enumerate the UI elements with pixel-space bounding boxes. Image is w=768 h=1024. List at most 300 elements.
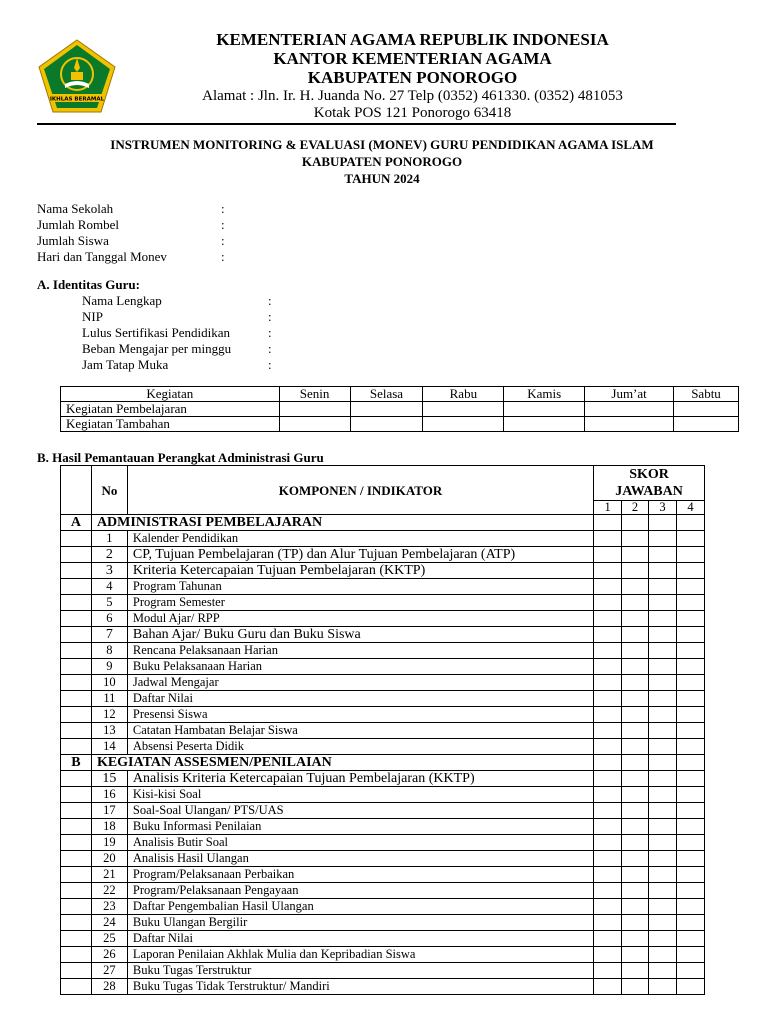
item-number: 19 [91,835,127,851]
item-indicator: Catatan Hambatan Belajar Siswa [127,723,593,739]
schedule-cell[interactable] [350,417,423,432]
item-indicator: Analisis Kriteria Ketercapaian Tujuan Pembelajaran (KKTP) [127,771,593,787]
row-code-cell [61,835,92,851]
item-number: 27 [91,963,127,979]
group-code: B [61,755,92,771]
score-cell[interactable] [676,915,704,931]
item-indicator: Buku Pelaksanaan Harian [127,659,593,675]
table-row [61,579,705,595]
group-code: A [61,515,92,531]
row-code-cell [61,627,92,643]
score-cell[interactable] [649,579,677,595]
item-indicator: Soal-Soal Ulangan/ PTS/UAS [127,803,593,819]
row-code-cell [61,547,92,563]
letterhead [125,30,700,122]
score-cell[interactable] [622,707,649,723]
score-cell[interactable] [622,979,649,995]
score-cell[interactable] [649,627,677,643]
score-cell[interactable] [622,803,649,819]
row-code-cell [61,963,92,979]
item-indicator: Rencana Pelaksanaan Harian [127,643,593,659]
score-cell[interactable] [622,643,649,659]
group-score-cell [622,755,649,771]
score-cell[interactable] [622,675,649,691]
item-number: 17 [91,803,127,819]
score-cell[interactable] [676,595,704,611]
score-cell[interactable] [649,947,677,963]
office-name: KANTOR KEMENTERIAN AGAMA [273,49,552,68]
item-number: 22 [91,883,127,899]
row-code-cell [61,931,92,947]
score-cell[interactable] [622,739,649,755]
row-code-cell [61,947,92,963]
schedule-row-label: Kegiatan Pembelajaran [61,402,280,417]
schedule-cell[interactable] [279,417,350,432]
identity-row: Beban Mengajar per minggu : [82,341,272,356]
table-row [61,883,705,899]
table-row [61,723,705,739]
item-indicator: Analisis Hasil Ulangan [127,851,593,867]
score-cell[interactable] [594,803,622,819]
item-number: 1 [91,531,127,547]
schedule-cell[interactable] [423,402,504,417]
item-number: 16 [91,787,127,803]
row-code-cell [61,659,92,675]
score-cell[interactable] [594,627,622,643]
item-indicator: Daftar Nilai [127,691,593,707]
score-cell[interactable] [676,835,704,851]
group-row [61,755,705,771]
header-rule [37,123,676,125]
group-row [61,515,705,531]
table-row [61,931,705,947]
item-number: 4 [91,579,127,595]
table-row [61,547,705,563]
schedule-cell[interactable] [423,417,504,432]
score-cell[interactable] [649,531,677,547]
item-indicator: Presensi Siswa [127,707,593,723]
score-cell[interactable] [594,659,622,675]
table-row [61,787,705,803]
item-indicator: Jadwal Mengajar [127,675,593,691]
table-row [61,563,705,579]
score-cell[interactable] [649,979,677,995]
score-cell[interactable] [676,659,704,675]
score-cell[interactable] [594,563,622,579]
score-cell[interactable] [622,563,649,579]
row-code-cell [61,819,92,835]
schedule-cell[interactable] [350,402,423,417]
score-cell[interactable] [622,659,649,675]
score-cell[interactable] [622,723,649,739]
score-cell[interactable] [676,979,704,995]
monitoring-table [60,465,705,995]
table-row [61,739,705,755]
score-cell[interactable] [622,947,649,963]
item-indicator: Program/Pelaksanaan Perbaikan [127,867,593,883]
score-cell[interactable] [622,595,649,611]
row-code-cell [61,883,92,899]
item-indicator: Buku Tugas Tidak Terstruktur/ Mandiri [127,979,593,995]
school-info [37,201,337,265]
table-row [61,643,705,659]
table-row [61,947,705,963]
score-cell[interactable] [594,771,622,787]
row-code-cell [61,579,92,595]
header-code-cell [61,466,92,515]
score-cell[interactable] [676,931,704,947]
score-cell[interactable] [649,915,677,931]
schedule-cell[interactable] [674,417,739,432]
school-info-row: Hari dan Tanggal Monev : [37,249,225,264]
item-number: 18 [91,819,127,835]
schedule-cell[interactable] [504,417,585,432]
score-cell[interactable] [676,883,704,899]
item-number: 5 [91,595,127,611]
score-cell[interactable] [594,691,622,707]
item-number: 25 [91,931,127,947]
score-cell[interactable] [594,723,622,739]
schedule-header-cell: Senin [279,387,350,402]
row-code-cell [61,979,92,995]
score-cell[interactable] [649,611,677,627]
item-indicator: CP, Tujuan Pembelajaran (TP) dan Alur Tujuan Pembelajaran (ATP) [127,547,593,563]
item-number: 6 [91,611,127,627]
score-cell[interactable] [594,611,622,627]
table-row [61,963,705,979]
item-number: 13 [91,723,127,739]
score-col-2: 2 [622,501,649,515]
table-row [61,691,705,707]
score-cell[interactable] [594,531,622,547]
score-cell[interactable] [676,691,704,707]
score-cell[interactable] [676,547,704,563]
score-cell[interactable] [676,803,704,819]
item-number: 24 [91,915,127,931]
score-cell[interactable] [649,643,677,659]
row-code-cell [61,595,92,611]
score-cell[interactable] [622,691,649,707]
header-no: No [91,466,127,515]
item-indicator: Program Semester [127,595,593,611]
score-cell[interactable] [622,851,649,867]
table-row [61,611,705,627]
school-info-row: Jumlah Rombel : [37,217,225,232]
score-cell[interactable] [676,771,704,787]
score-cell[interactable] [594,915,622,931]
score-cell[interactable] [676,675,704,691]
score-cell[interactable] [622,787,649,803]
score-cell[interactable] [594,643,622,659]
table-row [61,979,705,995]
score-cell[interactable] [676,707,704,723]
item-number: 3 [91,563,127,579]
score-cell[interactable] [676,963,704,979]
row-code-cell [61,531,92,547]
group-score-cell [622,515,649,531]
table-row [61,771,705,787]
schedule-header-cell: Jum’at [585,387,674,402]
score-cell[interactable] [594,547,622,563]
score-cell[interactable] [676,851,704,867]
score-cell[interactable] [649,739,677,755]
score-cell[interactable] [649,547,677,563]
score-cell[interactable] [676,819,704,835]
score-cell[interactable] [649,835,677,851]
row-code-cell [61,739,92,755]
table-row [61,595,705,611]
item-indicator: Modul Ajar/ RPP [127,611,593,627]
item-number: 28 [91,979,127,995]
score-cell[interactable] [649,771,677,787]
group-score-cell [676,755,704,771]
item-indicator: Analisis Butir Soal [127,835,593,851]
monitoring-table-body [61,515,705,995]
schedule-row-label: Kegiatan Tambahan [61,417,280,432]
score-cell[interactable] [622,867,649,883]
schedule-header-cell: Rabu [423,387,504,402]
item-number: 23 [91,899,127,915]
score-cell[interactable] [594,707,622,723]
school-info-row: Nama Sekolah : [37,201,225,216]
score-cell[interactable] [676,739,704,755]
schedule-cell[interactable] [674,402,739,417]
score-cell[interactable] [622,579,649,595]
group-score-cell [649,515,677,531]
score-cell[interactable] [676,947,704,963]
score-cell[interactable] [622,611,649,627]
item-number: 10 [91,675,127,691]
item-indicator: Daftar Pengembalian Hasil Ulangan [127,899,593,915]
score-cell[interactable] [622,899,649,915]
score-cell[interactable] [594,883,622,899]
item-number: 8 [91,643,127,659]
section-a-title: A. Identitas Guru: [37,277,140,292]
schedule-header-cell: Kegiatan [61,387,280,402]
score-cell[interactable] [594,787,622,803]
score-cell[interactable] [649,659,677,675]
score-cell[interactable] [649,963,677,979]
schedule-cell[interactable] [585,402,674,417]
item-indicator: Program/Pelaksanaan Pengayaan [127,883,593,899]
identity-row: Jam Tatap Muka : [82,357,272,372]
table-row [61,915,705,931]
table-row [61,627,705,643]
score-cell[interactable] [622,883,649,899]
score-cell[interactable] [649,723,677,739]
schedule-header-cell: Kamis [504,387,585,402]
row-code-cell [61,675,92,691]
item-number: 20 [91,851,127,867]
table-row [61,867,705,883]
kemenag-logo [37,38,117,114]
score-cell[interactable] [594,947,622,963]
item-number: 12 [91,707,127,723]
title-line-1: INSTRUMEN MONITORING & EVALUASI (MONEV) GURU PENDIDIKAN AGAMA ISLAM [110,137,654,152]
score-cell[interactable] [594,675,622,691]
score-cell[interactable] [622,531,649,547]
score-cell[interactable] [622,931,649,947]
item-indicator: Kalender Pendidikan [127,531,593,547]
item-indicator: Program Tahunan [127,579,593,595]
score-cell[interactable] [622,835,649,851]
score-cell[interactable] [649,787,677,803]
score-cell[interactable] [676,867,704,883]
group-score-cell [676,515,704,531]
score-cell[interactable] [622,771,649,787]
table-row [61,819,705,835]
score-cell[interactable] [594,963,622,979]
postal-box: Kotak POS 121 Ponorogo 63418 [313,105,512,121]
row-code-cell [61,803,92,819]
item-indicator: Bahan Ajar/ Buku Guru dan Buku Siswa [127,627,593,643]
score-cell[interactable] [594,579,622,595]
row-code-cell [61,563,92,579]
score-cell[interactable] [649,803,677,819]
table-row [61,675,705,691]
score-cell[interactable] [594,819,622,835]
item-number: 15 [91,771,127,787]
score-cell[interactable] [594,595,622,611]
schedule-cell[interactable] [585,417,674,432]
score-cell[interactable] [649,691,677,707]
score-cell[interactable] [622,915,649,931]
item-number: 7 [91,627,127,643]
address: Alamat : Jln. Ir. H. Juanda No. 27 Telp (0352) 461330. (0352) 481053 [202,88,623,104]
score-cell[interactable] [676,627,704,643]
item-number: 14 [91,739,127,755]
identity-row: Nama Lengkap : [82,293,272,308]
score-cell[interactable] [594,867,622,883]
score-cell[interactable] [676,643,704,659]
title-line-3: TAHUN 2024 [344,171,420,186]
score-cell[interactable] [594,851,622,867]
score-cell[interactable] [594,835,622,851]
teacher-identity [82,293,342,373]
score-cell[interactable] [676,787,704,803]
item-indicator: Laporan Penilaian Akhlak Mulia dan Kepribadian Siswa [127,947,593,963]
item-indicator: Kriteria Ketercapaian Tujuan Pembelajaran (KKTP) [127,563,593,579]
group-score-cell [594,515,622,531]
score-cell[interactable] [594,979,622,995]
table-row [61,835,705,851]
score-cell[interactable] [649,563,677,579]
schedule-row [61,417,739,432]
table-row [61,851,705,867]
score-col-3: 3 [649,501,677,515]
score-cell[interactable] [594,931,622,947]
score-cell[interactable] [649,595,677,611]
table-header-row [61,466,705,501]
group-score-cell [594,755,622,771]
score-cell[interactable] [622,547,649,563]
item-number: 26 [91,947,127,963]
schedule-header-cell: Sabtu [674,387,739,402]
table-row [61,803,705,819]
row-code-cell [61,787,92,803]
header-komponen: KOMPONEN / INDIKATOR [127,466,593,515]
group-score-cell [649,755,677,771]
score-cell[interactable] [649,867,677,883]
logo-text: IKHLAS BERAMAL [49,96,105,103]
score-cell[interactable] [676,611,704,627]
row-code-cell [61,707,92,723]
identity-row: Lulus Sertifikasi Pendidikan : [82,325,272,340]
score-cell[interactable] [676,563,704,579]
score-cell[interactable] [649,851,677,867]
score-cell[interactable] [676,531,704,547]
row-code-cell [61,643,92,659]
table-row [61,531,705,547]
score-cell[interactable] [676,899,704,915]
score-cell[interactable] [649,675,677,691]
row-code-cell [61,867,92,883]
item-number: 11 [91,691,127,707]
schedule-cell[interactable] [279,402,350,417]
header-skor: SKOR JAWABAN [594,466,705,501]
schedule-header-row [61,387,739,402]
row-code-cell [61,723,92,739]
score-cell[interactable] [649,931,677,947]
row-code-cell [61,915,92,931]
item-number: 2 [91,547,127,563]
table-row [61,707,705,723]
item-indicator: Daftar Nilai [127,931,593,947]
score-col-4: 4 [676,501,704,515]
score-col-1: 1 [594,501,622,515]
row-code-cell [61,771,92,787]
score-cell[interactable] [622,819,649,835]
group-name: ADMINISTRASI PEMBELAJARAN [91,515,593,531]
school-info-row: Jumlah Siswa : [37,233,225,248]
score-cell[interactable] [676,723,704,739]
score-cell[interactable] [649,883,677,899]
ministry-name: KEMENTERIAN AGAMA REPUBLIK INDONESIA [216,30,609,49]
regency-name: KABUPATEN PONOROGO [307,68,518,87]
identity-row: NIP : [82,309,272,324]
score-cell[interactable] [594,739,622,755]
item-indicator: Kisi-kisi Soal [127,787,593,803]
title-line-2: KABUPATEN PONOROGO [301,154,463,169]
schedule-cell[interactable] [504,402,585,417]
row-code-cell [61,691,92,707]
row-code-cell [61,899,92,915]
schedule-header-cell: Selasa [350,387,423,402]
item-indicator: Buku Tugas Terstruktur [127,963,593,979]
document-title [37,136,727,187]
score-cell[interactable] [649,899,677,915]
schedule-row [61,402,739,417]
score-cell[interactable] [622,627,649,643]
table-row [61,659,705,675]
row-code-cell [61,851,92,867]
item-indicator: Buku Ulangan Bergilir [127,915,593,931]
item-indicator: Buku Informasi Penilaian [127,819,593,835]
score-cell[interactable] [676,579,704,595]
item-number: 9 [91,659,127,675]
score-cell[interactable] [649,707,677,723]
item-indicator: Absensi Peserta Didik [127,739,593,755]
item-number: 21 [91,867,127,883]
group-name: KEGIATAN ASSESMEN/PENILAIAN [91,755,593,771]
score-cell[interactable] [622,963,649,979]
score-cell[interactable] [594,899,622,915]
row-code-cell [61,611,92,627]
table-row [61,899,705,915]
section-b-title: B. Hasil Pemantauan Perangkat Administrasi Guru [37,450,324,465]
schedule-table [60,386,739,432]
score-cell[interactable] [649,819,677,835]
